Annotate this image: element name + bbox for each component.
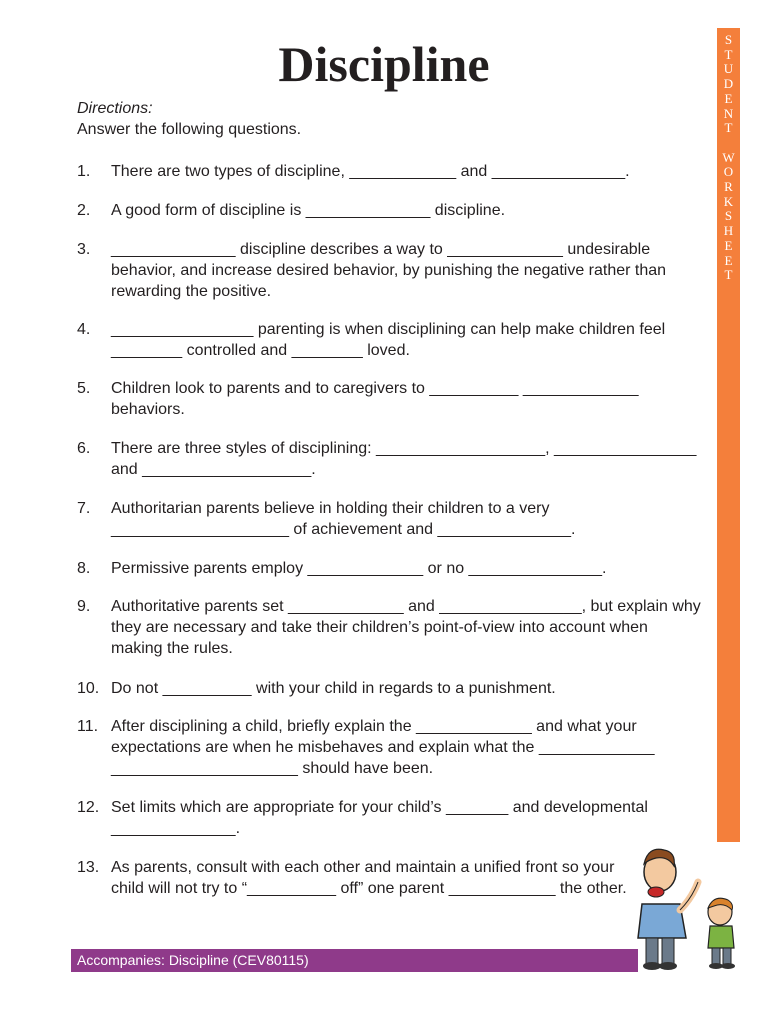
question-12 [77, 798, 702, 840]
question-number: 3. [77, 241, 91, 258]
question-3 [77, 240, 702, 302]
question-number: 13. [77, 859, 100, 876]
question-number: 10. [77, 680, 100, 697]
footer-bar [71, 949, 638, 972]
question-text: After disciplining a child, briefly explain the _____________ and what your expectations are when he misbehaves and explain what the _____________ _____________________ should have been. [111, 718, 655, 777]
question-text: Authoritative parents set _____________ and ________________, but explain why they are necessary and take their children’s point-of-view into account when making the rules. [111, 598, 701, 657]
question-text: As parents, consult with each other and maintain a unified front so your child will not try to “__________ off” one parent ____________ the other. [111, 859, 627, 897]
question-text: Permissive parents employ _____________ or no _______________. [111, 560, 607, 577]
directions-text: Answer the following questions. [77, 121, 302, 138]
question-1 [77, 162, 702, 183]
question-5 [77, 379, 702, 421]
question-text: ______________ discipline describes a way to _____________ undesirable behavior, and increase desired behavior, by punishing the negative rather than rewarding the positive. [111, 241, 667, 300]
question-number: 6. [77, 440, 91, 457]
question-6 [77, 439, 702, 481]
question-number: 4. [77, 321, 91, 338]
question-text: Children look to parents and to caregivers to __________ _____________ behaviors. [111, 380, 639, 418]
student-worksheet-sidebar [717, 28, 740, 842]
question-8 [77, 559, 702, 580]
question-number: 7. [77, 500, 91, 517]
footer-text: Accompanies: Discipline (CEV80115) [77, 952, 309, 968]
question-number: 2. [77, 202, 91, 219]
question-text: There are three styles of disciplining: ___________________, ________________ and ___________________. [111, 440, 697, 478]
question-11 [77, 717, 702, 779]
question-text: Authoritarian parents believe in holding their children to a very ____________________ of achievement and _______________. [111, 500, 576, 538]
question-7 [77, 499, 702, 541]
question-text: A good form of discipline is ______________ discipline. [111, 202, 506, 219]
directions-label: Directions: [77, 100, 153, 117]
question-9 [77, 597, 702, 659]
question-text: ________________ parenting is when disciplining can help make children feel ________ controlled and ________ loved. [111, 321, 666, 359]
parent-scolding-child-icon [630, 842, 750, 972]
sidebar-label: S T U D E N T W O R K S H E E T [722, 32, 735, 283]
question-number: 12. [77, 799, 100, 816]
question-text: Do not __________ with your child in regards to a punishment. [111, 680, 556, 697]
question-number: 1. [77, 163, 91, 180]
question-number: 5. [77, 380, 91, 397]
question-number: 11. [77, 718, 99, 735]
question-number: 8. [77, 560, 91, 577]
question-4 [77, 320, 702, 362]
question-text: There are two types of discipline, ____________ and _______________. [111, 163, 630, 180]
question-text: Set limits which are appropriate for your child’s _______ and developmental ______________. [111, 799, 648, 837]
question-13 [77, 858, 637, 900]
question-number: 9. [77, 598, 91, 615]
question-10 [77, 679, 702, 700]
page-title: Discipline [278, 36, 490, 92]
question-2 [77, 201, 702, 222]
